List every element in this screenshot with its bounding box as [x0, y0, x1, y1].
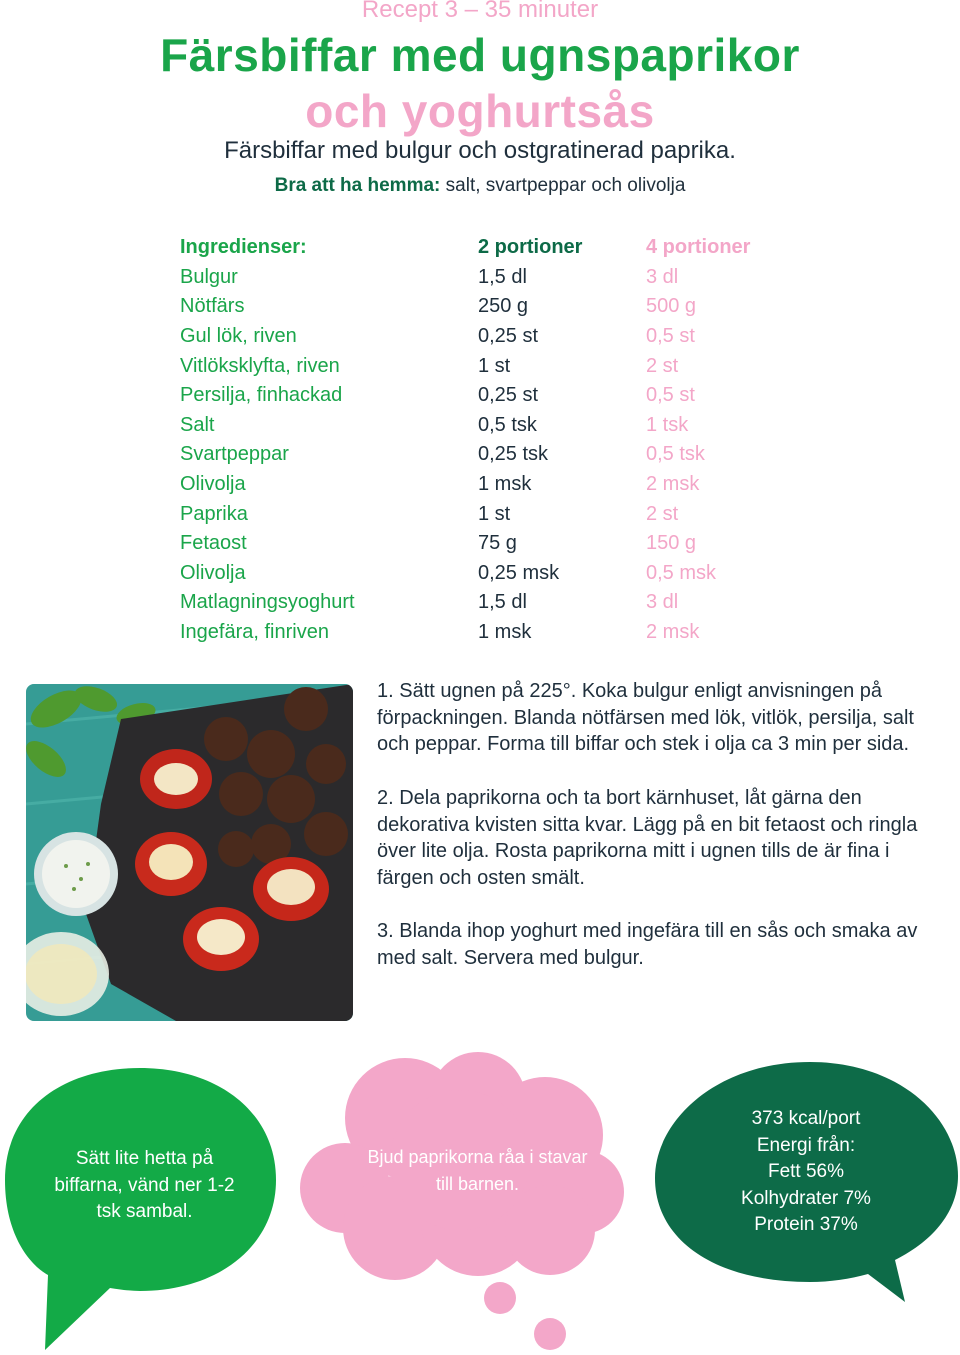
amount-2-portions: 0,25 st [478, 384, 539, 407]
recipe-time-label: Recept 3 – 35 minuter [361, 0, 599, 23]
nutrition-carbs: Kolhydrater 7% [741, 1187, 871, 1209]
ingredient-name: Olivolja [180, 561, 246, 584]
step-1: 1. Sätt ugnen på 225°. Koka bulgur enligt anvisningen på förpackningen. Blanda nötfärsen med lök, vitlök, persilja, salt och peppar. Forma till biffar och stek i olja ca 3 min per sida. [377, 680, 914, 756]
ingredient-name: Salt [180, 413, 215, 436]
green-tip-line-3: tsk sambal. [96, 1201, 193, 1222]
ingredient-row [180, 263, 796, 293]
header-4-portions: 4 portioner [646, 236, 751, 259]
pink-tip-cloud [300, 1052, 624, 1350]
amount-2-portions: 0,25 st [478, 325, 539, 348]
ingredient-name: Matlagningsyoghurt [180, 591, 355, 614]
ingredient-row [180, 529, 796, 559]
pantry-items: salt, svartpeppar och olivolja [440, 175, 686, 196]
ingredients-table [180, 233, 796, 647]
amount-2-portions: 1 msk [478, 621, 532, 644]
amount-4-portions: 500 g [646, 295, 697, 318]
ingredient-name: Paprika [180, 502, 248, 525]
amount-4-portions: 3 dl [646, 591, 679, 614]
food-photo-illustration [26, 684, 353, 1021]
ingredient-row [180, 499, 796, 529]
amount-2-portions: 0,25 tsk [478, 443, 549, 466]
header-ingredients: Ingredienser: [180, 236, 307, 259]
food-photo [26, 684, 353, 1021]
ingredient-row [180, 588, 796, 618]
ingredient-name: Ingefära, finriven [180, 621, 329, 644]
pink-tip-text [340, 1144, 615, 1197]
nutrition-kcal: 373 kcal/port [751, 1108, 861, 1129]
ingredient-row [180, 322, 796, 352]
amount-4-portions: 0,5 tsk [646, 443, 705, 466]
ingredient-name: Gul lök, riven [180, 325, 297, 348]
green-tip-line-1: Sätt lite hetta på [75, 1148, 214, 1169]
nutrition-protein: Protein 37% [754, 1214, 858, 1235]
pink-tip-line-1: Bjud paprikorna råa i stavar [367, 1147, 588, 1167]
ingredient-row [180, 381, 796, 411]
amount-4-portions: 0,5 st [646, 384, 695, 407]
pantry-label: Bra att ha hemma: [274, 175, 441, 196]
ingredient-name: Fetaost [180, 532, 247, 555]
amount-4-portions: 1 tsk [646, 413, 689, 436]
ingredient-row [180, 411, 796, 441]
amount-2-portions: 1,5 dl [478, 591, 527, 614]
ingredient-name: Nötfärs [180, 295, 245, 318]
title-line-1: Färsbiffar med ugnspaprikor [160, 29, 800, 81]
step-2: 2. Dela paprikorna och ta bort kärnhuset, låt gärna den dekorativa kvisten sitta kvar. Lägg på en bit fetaost och ringla över lite olja. Rosta paprikorna mitt i ugnen tills de är fina i färgen och osten smält. [377, 786, 918, 889]
amount-4-portions: 2 msk [646, 621, 700, 644]
instructions [377, 678, 937, 998]
header-2-portions: 2 portioner [478, 236, 583, 259]
nutrition-energy-label: Energi från: [756, 1134, 856, 1156]
intro-text: Färsbiffar med bulgur och ostgratinerad paprika. [224, 137, 736, 164]
amount-2-portions: 1 st [478, 354, 511, 377]
ingredients-header-row [180, 233, 796, 263]
ingredient-name: Svartpeppar [180, 443, 289, 466]
amount-4-portions: 2 st [646, 354, 679, 377]
amount-4-portions: 150 g [646, 532, 697, 555]
nutrition-fat: Fett 56% [767, 1161, 845, 1182]
amount-4-portions: 3 dl [646, 265, 679, 288]
amount-4-portions: 0,5 st [646, 325, 695, 348]
ingredient-row [180, 470, 796, 500]
green-tip-text [22, 1146, 267, 1226]
amount-2-portions: 1 st [478, 502, 511, 525]
amount-2-portions: 1 msk [478, 473, 532, 496]
green-tip-line-2: biffarna, vänd ner 1-2 [54, 1174, 235, 1196]
amount-4-portions: 2 msk [646, 473, 700, 496]
ingredient-row [180, 440, 796, 470]
step-3: 3. Blanda ihop yoghurt med ingefära till en sås och smaka av med salt. Servera med bulgur. [377, 920, 918, 969]
ingredient-row [180, 559, 796, 589]
ingredient-row [180, 292, 796, 322]
pink-tip-line-2: till barnen. [435, 1173, 520, 1194]
pantry-note [0, 175, 960, 197]
ingredient-row [180, 351, 796, 381]
nutrition-text [700, 1106, 912, 1239]
ingredient-name: Olivolja [180, 473, 246, 496]
title-line-2: och yoghurtsås [305, 85, 655, 137]
amount-2-portions: 0,25 msk [478, 561, 560, 584]
ingredient-row [180, 618, 796, 648]
amount-2-portions: 250 g [478, 295, 529, 318]
amount-2-portions: 1,5 dl [478, 265, 527, 288]
amount-2-portions: 75 g [478, 532, 517, 555]
amount-4-portions: 0,5 msk [646, 561, 717, 584]
ingredient-name: Persilja, finhackad [180, 384, 343, 407]
ingredient-name: Bulgur [180, 265, 238, 288]
amount-2-portions: 0,5 tsk [478, 413, 537, 436]
ingredient-name: Vitlöksklyfta, riven [180, 354, 340, 377]
amount-4-portions: 2 st [646, 502, 679, 525]
